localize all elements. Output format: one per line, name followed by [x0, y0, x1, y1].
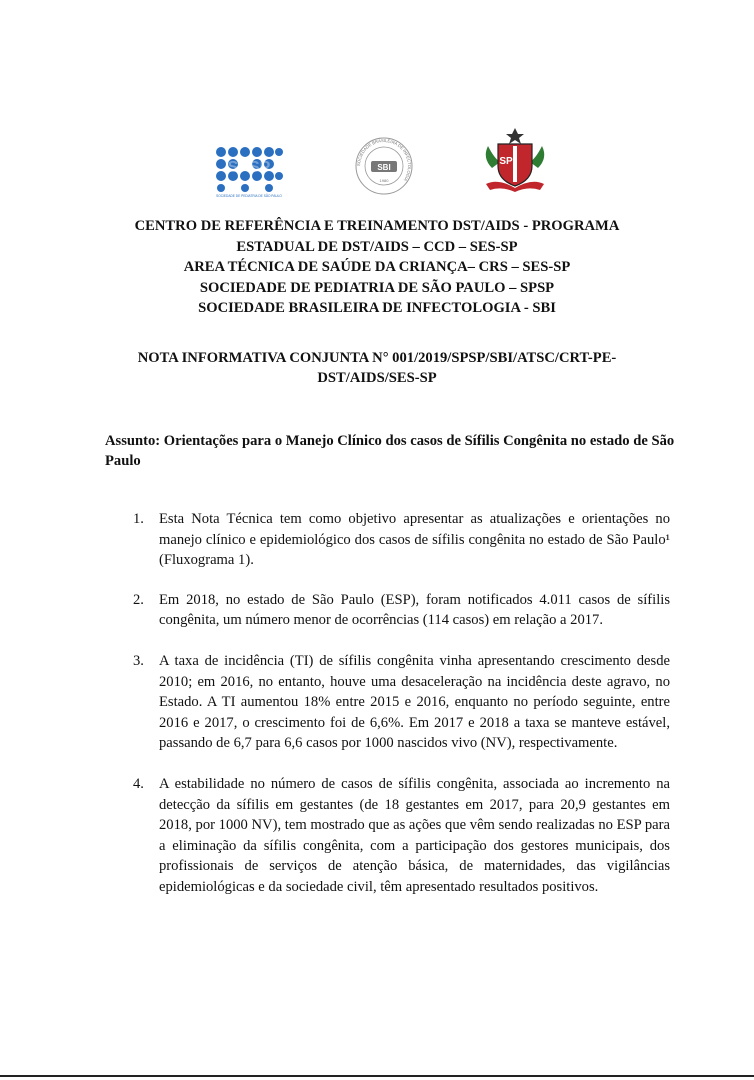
header-line: CENTRO DE REFERÊNCIA E TREINAMENTO DST/AIDS - PROGRAMA	[134, 218, 620, 234]
sbi-ring-text: SOCIEDADE BRASILEIRA DE INFECTOLOGIA	[355, 137, 413, 183]
header-line: SOCIEDADE BRASILEIRA DE INFECTOLOGIA - SBI	[198, 300, 556, 317]
spsp-logo	[214, 144, 284, 198]
list-item-number: 4.	[133, 775, 144, 792]
nota-title-line: DST/AIDS/SES-SP	[317, 370, 437, 386]
list-item-text: Em 2018, no estado de São Paulo (ESP), foram notificados 4.011 casos de sífilis congênita, um número menor de ocorrências (114 casos) em relação a 2017.	[159, 591, 670, 629]
header-line: SOCIEDADE DE PEDIATRIA DE SÃO PAULO – SPSP	[199, 279, 555, 296]
sbi-logo	[354, 136, 414, 196]
list-item-text: A taxa de incidência (TI) de sífilis congênita vinha apresentando crescimento desde 2010; em 2016, no entanto, houve uma desaceleração na incidência deste agravo, no Estado. A TI aumentou 18% entre 2015 e 2016, enquanto no período seguinte, entre 2016 e 2017, o crescimento foi de 6,6%. Em 2017 e 2018 a taxa se manteve estável, passando de 6,7 para 6,6 casos por 1000 nascidos vivo (NV), respectivamente.	[159, 652, 670, 752]
list-item	[105, 651, 670, 754]
subject-line: Assunto: Orientações para o Manejo Clínico dos casos de Sífilis Congênita no estado de São Paulo	[105, 433, 675, 469]
sbi-logo-year: 1980	[379, 178, 389, 183]
list-item-number: 3.	[133, 652, 144, 669]
institutions-header	[60, 216, 694, 319]
header-line: AREA TÉCNICA DE SAÚDE DA CRIANÇA– CRS – SES-SP	[183, 259, 571, 276]
nota-title-line: NOTA INFORMATIVA CONJUNTA N° 001/2019/SPSP/SBI/ATSC/CRT-PE-	[137, 350, 617, 366]
svg-text:SOCIEDADE BRASILEIRA DE INFECT	[356, 138, 412, 182]
list-item	[105, 509, 670, 571]
sp-coat-of-arms	[478, 128, 552, 194]
list-item-number: 2.	[133, 591, 144, 608]
logo-row	[0, 128, 754, 198]
list-item	[105, 774, 670, 898]
spsp-logo-text: SPSP	[227, 159, 271, 176]
list-item	[105, 590, 670, 631]
spsp-logo-caption: SOCIEDADE DE PEDIATRIA DE SÃO PAULO	[216, 194, 282, 198]
sp-arms-letter-s: SP	[499, 156, 513, 167]
nota-title	[60, 348, 694, 388]
list-item-text: A estabilidade no número de casos de sífilis congênita, associada ao incremento na detecção da sífilis em gestantes (de 18 gestantes em 2017, para 20,9 gestantes em 2018, por 1000 NV), tem mostrado que as ações que vêm sendo realizadas no ESP para a eliminação da sífilis congênita, com a participação dos gestores municipais, dos profissionais de serviços de atenção básica, de maternidades, das vigilâncias epidemiológicas e da sociedade civil, têm apresentado resultados positivos.	[159, 775, 670, 895]
list-item-text: Esta Nota Técnica tem como objetivo apresentar as atualizações e orientações no manejo clínico e epidemiológico dos casos de sífilis congênita no estado de São Paulo¹ (Fluxograma 1).	[159, 511, 670, 569]
numbered-list	[105, 509, 670, 898]
sbi-logo-text: SBI	[377, 163, 391, 172]
list-item-number: 1.	[133, 511, 144, 527]
header-line: ESTADUAL DE DST/AIDS – CCD – SES-SP	[236, 238, 518, 255]
page-bottom-divider	[0, 1075, 754, 1077]
